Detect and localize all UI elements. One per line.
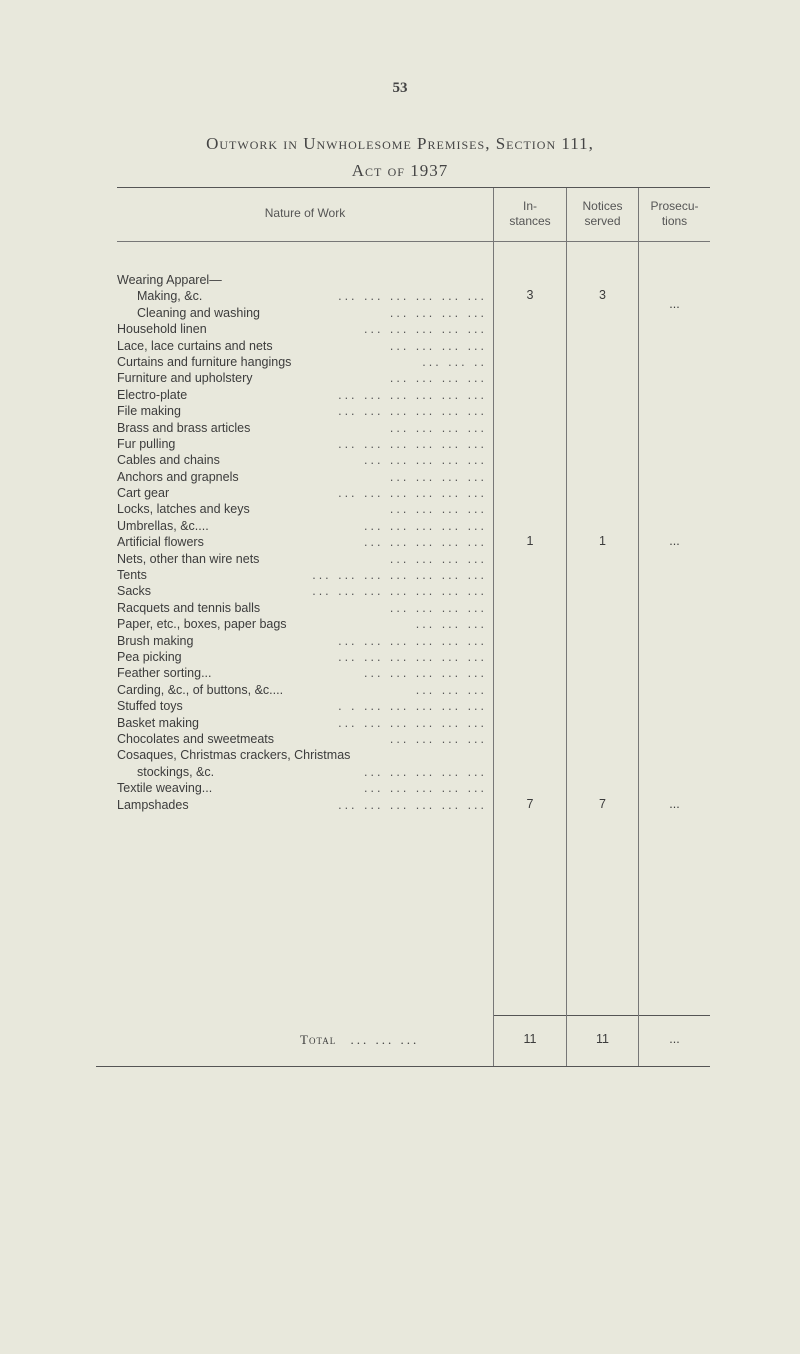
table-row <box>117 420 487 436</box>
row-label: Racquets and tennis balls <box>117 600 261 615</box>
row-label: Sacks <box>117 584 152 599</box>
row-label: Basket making <box>117 715 199 730</box>
row-label: Pea picking <box>117 649 182 664</box>
table-row <box>117 665 487 681</box>
table-row <box>117 698 487 714</box>
row-label: Cart gear <box>117 486 170 501</box>
table-row <box>117 715 487 731</box>
row-label: Textile weaving... <box>117 781 213 796</box>
page-title <box>0 130 800 184</box>
table-row <box>117 797 487 813</box>
table-row <box>117 272 487 288</box>
row-label: Household linen <box>117 322 207 337</box>
header-instances: In- stances <box>509 199 551 228</box>
table-row <box>117 747 487 780</box>
row-leader-dots: . . ... ... ... ... ... <box>338 699 487 714</box>
row-label: Carding, &c., of buttons, &c.... <box>117 682 284 697</box>
cell-notices: 7 <box>599 796 606 811</box>
table-row <box>117 305 487 321</box>
row-leader-dots: ... ... ... ... <box>389 469 487 484</box>
total-notices: 11 <box>596 1032 609 1046</box>
row-leader-dots: ... ... ... ... <box>389 305 487 320</box>
row-leader-dots: ... ... ... ... ... ... <box>338 633 487 648</box>
row-label-continued: stockings, &c. <box>137 764 215 779</box>
row-leader-dots: ... ... ... ... ... <box>364 518 487 533</box>
row-label: Feather sorting... <box>117 666 212 681</box>
row-leader-dots: ... ... ... ... ... <box>364 781 487 796</box>
table-row <box>117 354 487 370</box>
row-leader-dots: ... ... ... ... ... <box>364 535 487 550</box>
column-divider-2 <box>566 188 567 1066</box>
table-row <box>117 551 487 567</box>
table-bottom-rule <box>96 1066 710 1067</box>
table-row <box>117 567 487 583</box>
table-row <box>117 436 487 452</box>
row-label: Wearing Apparel— <box>117 273 222 287</box>
column-divider-3 <box>638 188 639 1066</box>
table-row <box>117 583 487 599</box>
cell-prosecutions: ... <box>669 796 680 811</box>
table-row <box>117 682 487 698</box>
row-leader-dots: ... ... ... ... <box>389 338 487 353</box>
table-row <box>117 633 487 649</box>
table-row <box>117 501 487 517</box>
total-dots: ... ... ... <box>350 1032 420 1047</box>
work-rows <box>117 272 487 813</box>
row-label: Lampshades <box>117 797 189 812</box>
row-leader-dots: ... ... ... ... ... ... <box>338 387 487 402</box>
row-leader-dots: ... ... ... ... <box>389 731 487 746</box>
row-label: Locks, latches and keys <box>117 502 250 517</box>
total-top-rule <box>493 1015 710 1016</box>
total-instances: 11 <box>523 1032 537 1046</box>
table-row <box>117 403 487 419</box>
row-leader-dots: ... ... ... ... ... ... <box>338 486 487 501</box>
cell-notices: 3 <box>599 288 606 303</box>
row-label: Tents <box>117 568 147 583</box>
row-label: Electro-plate <box>117 387 188 402</box>
table-top-rule <box>117 187 710 188</box>
row-label: Furniture and upholstery <box>117 371 253 386</box>
total-label <box>300 1032 419 1048</box>
cell-instances: 3 <box>526 288 534 303</box>
row-label: Making, &c. <box>137 289 203 304</box>
table-row <box>117 649 487 665</box>
row-label: Chocolates and sweetmeats <box>117 731 275 746</box>
cell-prosecutions: ... <box>669 534 680 549</box>
table-row <box>117 469 487 485</box>
row-label: Umbrellas, &c.... <box>117 518 209 533</box>
cell-instances: 7 <box>526 796 534 811</box>
row-leader-dots: ... ... ... ... <box>389 502 487 517</box>
row-label: Cleaning and washing <box>137 305 261 320</box>
row-leader-dots: ... ... ... ... <box>389 551 487 566</box>
row-leader-dots: ... ... ... ... <box>389 600 487 615</box>
cell-prosecutions: ... <box>669 296 680 311</box>
row-leader-dots: ... ... ... ... ... <box>364 666 487 681</box>
row-label: Brass and brass articles <box>117 420 251 435</box>
row-label: Stuffed toys <box>117 699 183 714</box>
row-leader-dots: ... ... ... ... ... ... <box>338 715 487 730</box>
header-prosecutions: Prosecu- tions <box>650 199 699 228</box>
total-prosecutions: ... <box>669 1032 680 1046</box>
row-leader-dots: ... ... ... ... ... ... <box>338 649 487 664</box>
row-leader-dots: ... ... ... ... ... ... <box>338 404 487 419</box>
title-line-2: Act of 1937 <box>351 161 449 180</box>
row-leader-dots: ... ... ... ... ... ... <box>338 436 487 451</box>
title-line-1: Outwork in Unwholesome Premises, Section 111, <box>206 134 594 153</box>
row-label: Lace, lace curtains and nets <box>117 338 273 353</box>
table-row <box>117 731 487 747</box>
row-leader-dots: ... ... ... ... ... ... <box>338 289 487 304</box>
row-leader-dots: ... ... ... <box>415 682 487 697</box>
total-label-text: Total <box>300 1032 337 1047</box>
table-row <box>117 370 487 386</box>
row-leader-dots: ... ... ... ... ... <box>364 322 487 337</box>
table-row <box>117 616 487 632</box>
table-row <box>117 387 487 403</box>
row-label: Artificial flowers <box>117 535 204 550</box>
row-leader-dots: ... ... ... ... ... ... <box>338 797 487 812</box>
table-row <box>117 321 487 337</box>
table-row <box>117 288 487 304</box>
row-label: File making <box>117 404 181 419</box>
table-row <box>117 534 487 550</box>
cell-instances: 1 <box>526 534 534 549</box>
row-label: Curtains and furniture hangings <box>117 354 292 369</box>
table-row <box>117 780 487 796</box>
row-label: Fur pulling <box>117 436 176 451</box>
row-leader-dots: ... ... ... ... ... ... ... <box>312 584 487 599</box>
header-notices-served: Notices served <box>582 199 623 228</box>
row-label: Anchors and grapnels <box>117 469 239 484</box>
table-row <box>117 338 487 354</box>
row-label: Brush making <box>117 633 194 648</box>
row-leader-dots: ... ... ... ... ... <box>364 764 487 779</box>
header-nature-of-work: Nature of Work <box>264 206 346 220</box>
row-leader-dots: ... ... ... ... <box>389 420 487 435</box>
row-leader-dots: ... ... ... ... ... <box>364 453 487 468</box>
row-label: Cosaques, Christmas crackers, Christmas <box>117 748 351 763</box>
table-row <box>117 485 487 501</box>
row-label: Cables and chains <box>117 453 220 468</box>
row-label: Paper, etc., boxes, paper bags <box>117 617 287 632</box>
column-divider-1 <box>493 188 494 1066</box>
header-bottom-rule <box>117 241 710 242</box>
row-leader-dots: ... ... .. <box>422 354 487 369</box>
table-row <box>117 518 487 534</box>
table-row <box>117 600 487 616</box>
row-label: Nets, other than wire nets <box>117 551 260 566</box>
cell-notices: 1 <box>599 534 606 549</box>
row-leader-dots: ... ... ... ... ... ... ... <box>312 568 487 583</box>
table-row <box>117 452 487 468</box>
page-number: 53 <box>392 80 408 96</box>
row-leader-dots: ... ... ... <box>415 617 487 632</box>
row-leader-dots: ... ... ... ... <box>389 371 487 386</box>
